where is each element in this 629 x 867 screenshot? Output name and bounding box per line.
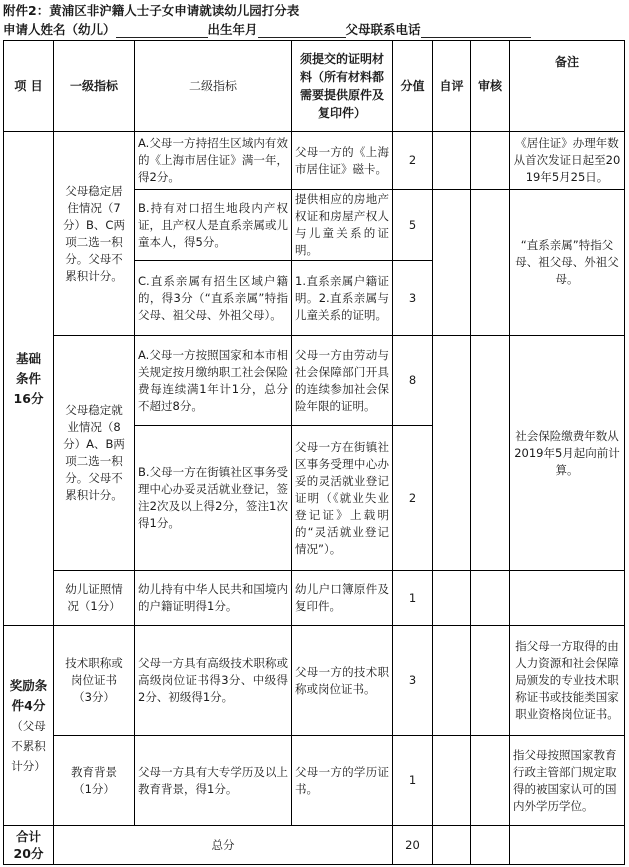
category-total: 合计20分 [4, 826, 54, 865]
birth-date-label: 出生年月 [207, 22, 258, 37]
total-score: 20 [393, 826, 433, 865]
self-eval-total[interactable] [433, 826, 471, 865]
self-eval-residence-bc[interactable] [433, 190, 471, 336]
level1-employment: 父母稳定就业情况（8分）A、B两项二选一积分。父母不累积计分。 [54, 336, 135, 571]
table-row [4, 626, 625, 736]
category-bonus-label: 奖励条件4分 [9, 677, 48, 713]
notes-technical-title: 指父母一方取得的由人力资源和社会保障局颁发的专业技术职称证书或技能类国家职业资格岗位证书。 [510, 626, 625, 736]
parent-phone-label: 父母联系电话 [345, 22, 421, 37]
materials-technical-title: 父母一方的技术职称或岗位证书。 [292, 626, 393, 736]
table-row [4, 336, 625, 426]
score-residence-c: 3 [393, 261, 433, 336]
category-bonus-note: （父母不累积计分） [11, 718, 46, 773]
review-employment[interactable] [471, 336, 510, 571]
table-row [4, 132, 625, 190]
score-technical-title: 3 [393, 626, 433, 736]
header-self-eval: 自评 [433, 41, 471, 132]
review-education[interactable] [471, 736, 510, 826]
document-title: 附件2：黄浦区非沪籍人士子女申请就读幼儿园打分表 [3, 3, 300, 18]
review-residence-a[interactable] [471, 132, 510, 190]
table-row [4, 571, 625, 626]
review-residence-bc[interactable] [471, 190, 510, 336]
notes-employment: 社会保险缴费年数从2019年5月起向前计算。 [510, 336, 625, 571]
birth-date-field[interactable] [258, 23, 346, 38]
self-eval-child-documents[interactable] [433, 571, 471, 626]
materials-residence-c: 1.直系亲属户籍证明。2.直系亲属与儿童关系的证明。 [292, 261, 393, 336]
category-basic: 基础条件16分 [4, 132, 54, 626]
self-eval-employment[interactable] [433, 336, 471, 571]
notes-residence-a: 《居住证》办理年数从首次发证日起至2019年5月25日。 [510, 132, 625, 190]
level2-residence-a: A.父母一方持招生区域内有效的《上海市居住证》满一年，得2分。 [135, 132, 292, 190]
header-row [4, 41, 625, 132]
review-total[interactable] [471, 826, 510, 865]
table-row [4, 736, 625, 826]
level1-education: 教育背景（1分） [54, 736, 135, 826]
notes-total [510, 826, 625, 865]
level2-residence-c: C.直系亲属有招生区域户籍的，得3分（“直系亲属”特指父母、祖父母、外祖父母）。 [135, 261, 292, 336]
self-eval-education[interactable] [433, 736, 471, 826]
self-eval-technical-title[interactable] [433, 626, 471, 736]
score-residence-b: 5 [393, 190, 433, 261]
score-residence-a: 2 [393, 132, 433, 190]
materials-child-documents: 幼儿户口簿原件及复印件。 [292, 571, 393, 626]
materials-employment-a: 父母一方由劳动与社会保障部门开具的连续参加社会保险年限的证明。 [292, 336, 393, 426]
level2-child-documents: 幼儿持有中华人民共和国境内的户籍证明得1分。 [135, 571, 292, 626]
materials-residence-b: 提供相应的房地产权证和房屋产权人与儿童关系的证明。 [292, 190, 393, 261]
notes-child-documents [510, 571, 625, 626]
level2-technical-title: 父母一方具有高级技术职称或高级岗位证书得3分、中级得2分、初级得1分。 [135, 626, 292, 736]
level2-employment-a: A.父母一方按照国家和本市相关规定按月缴纳职工社会保险费每连续满1年计1分，总分不超过8分。 [135, 336, 292, 426]
level1-residence: 父母稳定居住情况（7分）B、C两项二选一积分。父母不累积计分。 [54, 132, 135, 336]
parent-phone-field[interactable] [421, 23, 531, 38]
child-name-label: 申请人姓名（幼儿） [3, 22, 116, 37]
level2-education: 父母一方具有大专学历及以上教育背景，得1分。 [135, 736, 292, 826]
level1-technical-title: 技术职称或岗位证书（3分） [54, 626, 135, 736]
notes-education: 指父母按照国家教育行政主管部门规定取得的被国家认可的国内外学历学位。 [510, 736, 625, 826]
applicant-info-line [3, 22, 531, 38]
level1-child-documents: 幼儿证照情况（1分） [54, 571, 135, 626]
header-item: 项 目 [4, 41, 54, 132]
materials-residence-a: 父母一方的《上海市居住证》磁卡。 [292, 132, 393, 190]
header-level1: 一级指标 [54, 41, 135, 132]
header-notes: 备注 [510, 41, 625, 132]
total-row [4, 826, 625, 865]
header-score: 分值 [393, 41, 433, 132]
level2-residence-b: B.持有对口招生地段内产权证，且产权人是直系亲属或儿童本人，得5分。 [135, 190, 292, 261]
self-eval-residence-a[interactable] [433, 132, 471, 190]
total-label: 总分 [54, 826, 393, 865]
review-child-documents[interactable] [471, 571, 510, 626]
scoring-table [3, 40, 625, 865]
child-name-field[interactable] [116, 23, 208, 38]
review-technical-title[interactable] [471, 626, 510, 736]
materials-employment-b: 父母一方在街镇社区事务受理中心办妥的灵活就业登记证明（《就业失业登记证》上载明的“灵活就业登记情况”）。 [292, 426, 393, 571]
score-employment-a: 8 [393, 336, 433, 426]
notes-residence-bc: “直系亲属”特指父母、祖父母、外祖父母。 [510, 190, 625, 336]
score-child-documents: 1 [393, 571, 433, 626]
header-level2: 二级指标 [135, 41, 292, 132]
score-education: 1 [393, 736, 433, 826]
header-review: 审核 [471, 41, 510, 132]
score-employment-b: 2 [393, 426, 433, 571]
header-materials: 须提交的证明材料（所有材料都需要提供原件及复印件） [292, 41, 393, 132]
materials-education: 父母一方的学历证书。 [292, 736, 393, 826]
category-bonus [4, 626, 54, 826]
level2-employment-b: B.父母一方在街镇社区事务受理中心办妥灵活就业登记，签注2次及以上得2分，签注1次得1分。 [135, 426, 292, 571]
